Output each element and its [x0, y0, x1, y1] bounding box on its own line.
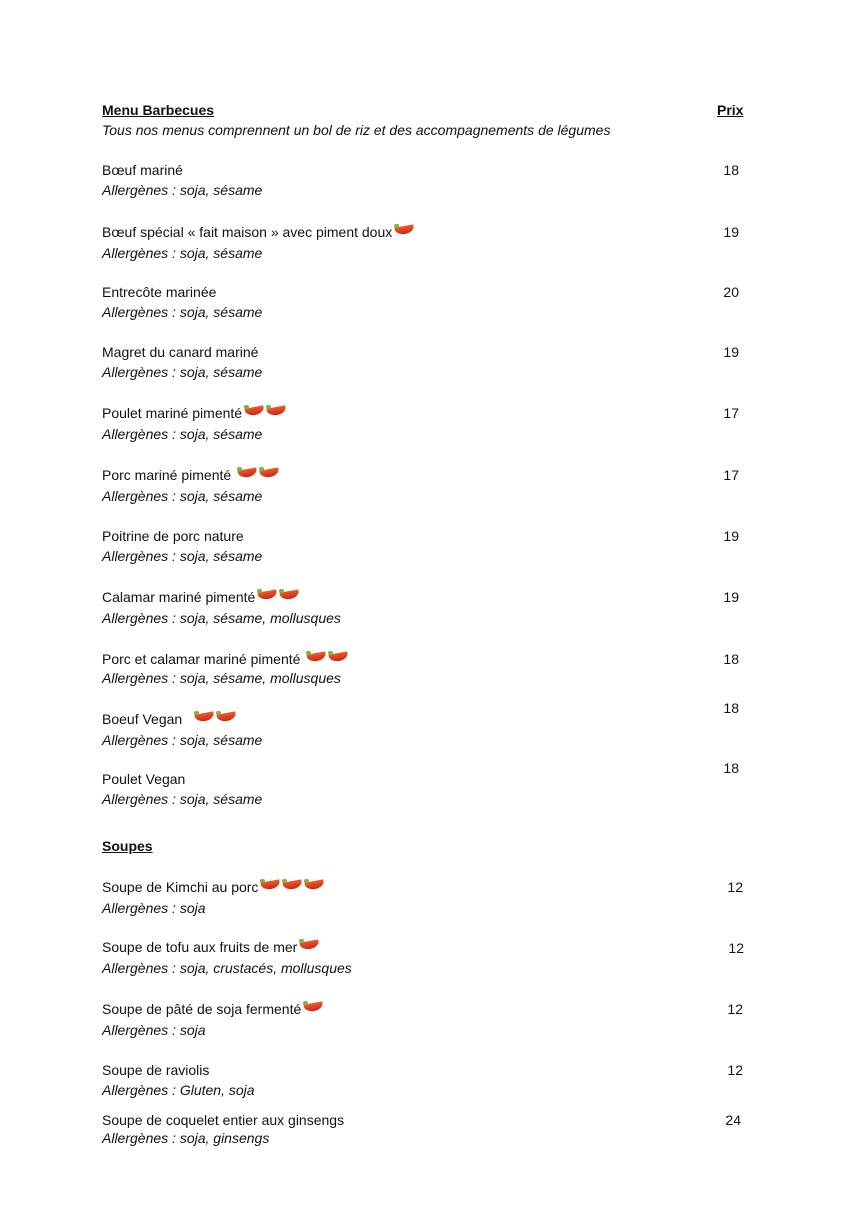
price-column-header: Prix	[717, 102, 744, 118]
menu-item-price: 12	[727, 879, 743, 895]
chili-pepper-icon	[257, 590, 277, 600]
menu-item-name: Poulet Vegan	[102, 771, 186, 787]
menu-item-name: Poulet mariné pimenté	[102, 405, 243, 421]
menu-item-name: Soupe de Kimchi au porc	[102, 879, 259, 895]
menu-item-name: Bœuf spécial « fait maison » avec piment doux	[102, 224, 393, 240]
chili-pepper-icon	[279, 590, 299, 600]
bbq-section-title: Menu Barbecues	[102, 102, 215, 118]
chili-pepper-icon	[237, 468, 257, 478]
menu-item-price: 18	[723, 162, 739, 178]
menu-item-price: 19	[723, 589, 739, 605]
chili-pepper-icon	[282, 880, 302, 890]
menu-item-price: 19	[723, 344, 739, 360]
menu-item-price: 19	[723, 528, 739, 544]
menu-item-price: 17	[723, 405, 739, 421]
bbq-subtitle: Tous nos menus comprennent un bol de riz et des accompagnements de légumes	[102, 122, 611, 138]
soups-section-title: Soupes	[102, 838, 153, 854]
menu-item-price: 17	[723, 467, 739, 483]
menu-item	[102, 1001, 323, 1018]
menu-item-name: Calamar mariné pimenté	[102, 589, 256, 605]
menu-item-allergens: Allergènes : soja, sésame, mollusques	[102, 610, 341, 626]
menu-item	[102, 711, 236, 728]
menu-item-price: 19	[723, 224, 739, 240]
menu-item	[102, 939, 319, 956]
chili-pepper-icon	[244, 406, 264, 416]
chili-pepper-icon	[194, 712, 214, 722]
menu-item-name: Bœuf mariné	[102, 162, 183, 178]
menu-item	[102, 651, 348, 668]
menu-item-name: Soupe de pâté de soja fermenté	[102, 1001, 302, 1017]
menu-item-allergens: Allergènes : soja, sésame, mollusques	[102, 670, 341, 686]
menu-item	[102, 589, 299, 606]
menu-item-allergens: Allergènes : soja, ginsengs	[102, 1130, 270, 1146]
menu-item	[102, 224, 414, 241]
chili-pepper-icon	[394, 225, 414, 235]
menu-item-name: Soupe de tofu aux fruits de mer	[102, 939, 298, 955]
menu-item-price: 18	[723, 760, 739, 776]
menu-item-allergens: Allergènes : soja, sésame	[102, 426, 263, 442]
menu-item-price: 18	[723, 651, 739, 667]
chili-pepper-icon	[259, 468, 279, 478]
menu-item-allergens: Allergènes : soja, crustacés, mollusques	[102, 960, 352, 976]
chili-pepper-icon	[299, 940, 319, 950]
menu-item-allergens: Allergènes : soja	[102, 1022, 206, 1038]
menu-item-name: Porc et calamar mariné pimenté	[102, 651, 301, 667]
menu-item-allergens: Allergènes : soja, sésame	[102, 182, 263, 198]
chili-pepper-icon	[266, 406, 286, 416]
menu-item-name: Soupe de coquelet entier aux ginsengs	[102, 1112, 345, 1128]
chili-pepper-icon	[216, 712, 236, 722]
menu-item-price: 18	[723, 700, 739, 716]
menu-item-allergens: Allergènes : soja, sésame	[102, 791, 263, 807]
menu-item-allergens: Allergènes : soja, sésame	[102, 732, 263, 748]
menu-item-allergens: Allergènes : soja, sésame	[102, 245, 263, 261]
menu-item-allergens: Allergènes : soja, sésame	[102, 488, 263, 504]
menu-item	[102, 467, 279, 484]
chili-pepper-icon	[304, 880, 324, 890]
menu-item-allergens: Allergènes : soja, sésame	[102, 364, 263, 380]
chili-pepper-icon	[303, 1002, 323, 1012]
chili-pepper-icon	[328, 652, 348, 662]
chili-pepper-icon	[306, 652, 326, 662]
menu-item-price: 12	[727, 1062, 743, 1078]
menu-item-name: Magret du canard mariné	[102, 344, 259, 360]
menu-item-price: 12	[728, 940, 744, 956]
menu-item-name: Poitrine de porc nature	[102, 528, 244, 544]
menu-item	[102, 405, 286, 422]
menu-item-name: Porc mariné pimenté	[102, 467, 232, 483]
menu-item-allergens: Allergènes : soja, sésame	[102, 548, 263, 564]
chili-pepper-icon	[260, 880, 280, 890]
menu-item-allergens: Allergènes : Gluten, soja	[102, 1082, 255, 1098]
menu-item-name: Boeuf Vegan	[102, 711, 183, 727]
menu-item-price: 12	[727, 1001, 743, 1017]
menu-item-price: 24	[725, 1112, 741, 1128]
menu-item-allergens: Allergènes : soja	[102, 900, 206, 916]
menu-item-name: Entrecôte marinée	[102, 284, 217, 300]
menu-item-name: Soupe de raviolis	[102, 1062, 210, 1078]
menu-item	[102, 879, 324, 896]
menu-item-allergens: Allergènes : soja, sésame	[102, 304, 263, 320]
menu-item-price: 20	[723, 284, 739, 300]
